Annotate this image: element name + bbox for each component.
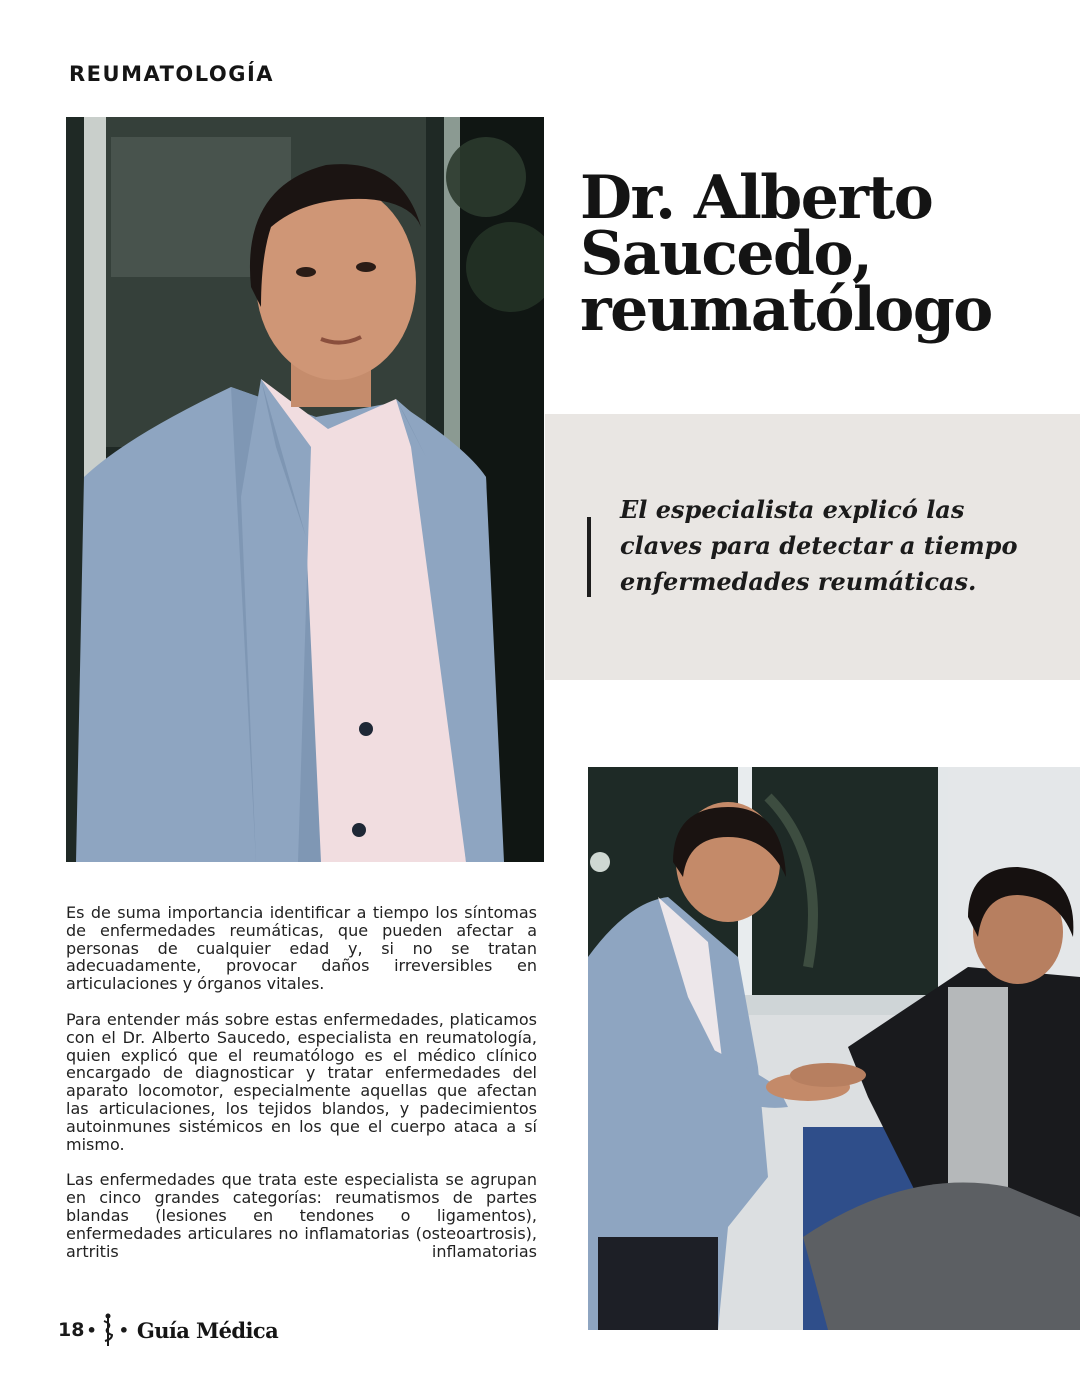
section-label: REUMATOLOGÍA	[69, 62, 275, 86]
headline-line: reumatólogo	[580, 275, 992, 345]
consultation-photo	[588, 767, 1080, 1330]
quote-bar	[587, 517, 591, 597]
quote-line: enfermedades reumáticas.	[620, 567, 977, 596]
quote-line: El especialista explicó las	[620, 495, 965, 524]
body-paragraph: Las enfermedades que trata este especialista se agrupan en cinco grandes categorías: reumatismos de partes blandas (lesiones en tendones o ligamentos), enfermedades articulares no inflamatorias (osteoartrosis), artritis inflamatorias	[66, 1170, 537, 1261]
page-footer	[58, 1310, 278, 1350]
headline-line: Dr. Alberto	[580, 163, 933, 233]
body-paragraph: Para entender más sobre estas enfermedades, platicamos con el Dr. Alberto Saucedo, especialista en reumatología, quien explicó que el reumatólogo es el médico clínico encargado de diagnosticar y tratar enfermedades del aparato locomotor, especialmente aquellas que afectan las articulaciones, los tejidos blandos, y padecimientos autoinmunes sistémicos en los que el cuerpo ataca a sí mismo.	[66, 1009, 537, 1154]
caduceus-icon	[101, 1313, 115, 1347]
footer-separator: •	[86, 1320, 97, 1340]
pull-quote	[620, 492, 1060, 600]
quote-line: claves para detectar a tiempo	[620, 531, 1018, 560]
body-paragraph: Es de suma importancia identificar a tiempo los síntomas de enfermedades reumáticas, que pueden afectar a personas de cualquier edad y, si no se tratan adecuadamente, provocar daños irreversibles en articulaciones y órganos vitales.	[66, 903, 537, 994]
footer-separator: •	[118, 1320, 129, 1340]
magazine-brand: Guía Médica	[136, 1317, 279, 1343]
page-number: 18	[58, 1319, 85, 1341]
headline-line: Saucedo,	[580, 219, 872, 289]
doctor-portrait-photo	[66, 117, 544, 862]
article-body	[66, 904, 537, 1278]
article-headline	[580, 163, 1050, 345]
